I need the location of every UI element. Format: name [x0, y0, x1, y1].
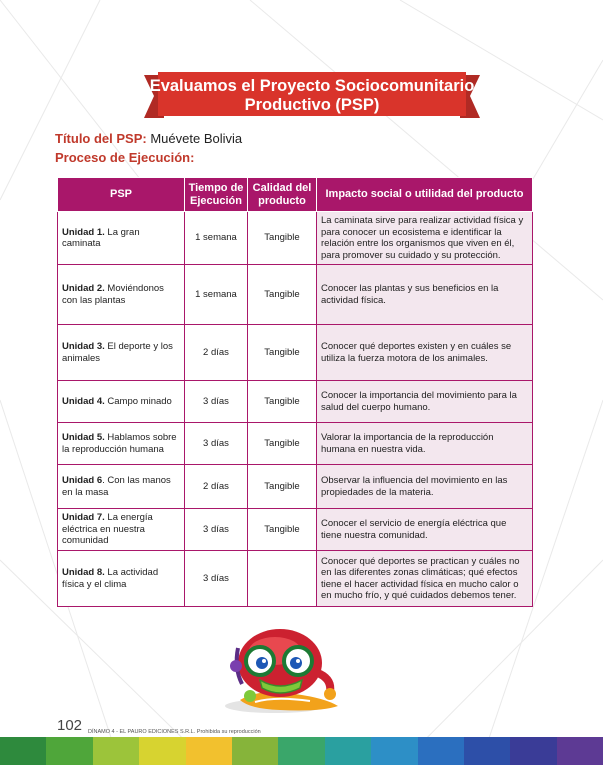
cell-time: 2 días [185, 325, 248, 381]
footer-color-stripes [0, 737, 603, 765]
color-stripe [371, 737, 417, 765]
banner-title [144, 77, 480, 115]
cell-psp [58, 325, 185, 381]
table-row [58, 551, 533, 607]
color-stripe [464, 737, 510, 765]
footer-copyright: DÍNAMO 4 - EL PAURO EDICIONES S.R.L. Prohibida su reproducción [88, 729, 261, 735]
table-row [58, 325, 533, 381]
color-stripe [186, 737, 232, 765]
cell-psp [58, 265, 185, 325]
unit-label: Unidad 7. [62, 512, 105, 524]
table-row [58, 423, 533, 465]
unit-label: Unidad 8. [62, 567, 105, 578]
cell-psp [58, 465, 185, 509]
cell-impact: Conocer qué deportes existen y en cuáles se utiliza la fuerza motora de los animales. [317, 325, 533, 381]
table-row [58, 265, 533, 325]
cell-impact: Conocer la importancia del movimiento para la salud del cuerpo humano. [317, 381, 533, 423]
table-row [58, 465, 533, 509]
cell-time: 3 días [185, 381, 248, 423]
color-stripe [46, 737, 92, 765]
cell-impact: Valorar la importancia de la reproducción humana en nuestra vida. [317, 423, 533, 465]
psp-table [57, 177, 533, 607]
cell-psp [58, 551, 185, 607]
unit-name: Moviéndonos con las plantas [62, 283, 164, 306]
cell-time: 3 días [185, 423, 248, 465]
unit-name: Campo minado [104, 395, 172, 407]
color-stripe [325, 737, 371, 765]
cell-impact: Conocer el servicio de energía eléctrica que tiene nuestra comunidad. [317, 509, 533, 551]
cell-time: 2 días [185, 465, 248, 509]
title-banner [144, 72, 480, 122]
unit-name: El deporte y los animales [62, 341, 173, 364]
unit-label: Unidad 2. [62, 283, 105, 294]
cell-psp [58, 212, 185, 265]
cell-quality: Tangible [248, 509, 317, 551]
banner-title-line1: Evaluamos el Proyecto Sociocomunitario [149, 77, 475, 95]
unit-label: Unidad 4. [62, 395, 105, 407]
psp-title-value: Muévete Bolivia [146, 131, 243, 146]
process-label: Proceso de Ejecución: [55, 150, 195, 165]
unit-name: Hablamos sobre la reproducción humana [62, 432, 177, 455]
unit-label: Unidad 5. [62, 432, 105, 443]
unit-name: La gran caminata [62, 226, 140, 249]
cell-quality: Tangible [248, 265, 317, 325]
cell-quality: Tangible [248, 423, 317, 465]
cell-time: 1 semana [185, 265, 248, 325]
table-header-row [58, 178, 533, 212]
color-stripe [93, 737, 139, 765]
unit-name: La energía eléctrica en nuestra comunidad [62, 512, 153, 547]
header-impact: Impacto social o utilidad del producto [317, 178, 533, 212]
color-stripe [418, 737, 464, 765]
unit-name: La actividad física y el clima [62, 567, 159, 590]
color-stripe [139, 737, 185, 765]
page-number: 102 [57, 717, 83, 734]
cell-quality: Tangible [248, 381, 317, 423]
cell-impact: Conocer las plantas y sus beneficios en la actividad física. [317, 265, 533, 325]
header-quality: Calidad del producto [248, 178, 317, 212]
header-time: Tiempo de Ejecución [185, 178, 248, 212]
cell-quality [248, 551, 317, 607]
header-psp: PSP [58, 178, 185, 212]
cell-quality: Tangible [248, 465, 317, 509]
cell-time: 3 días [185, 509, 248, 551]
cell-quality: Tangible [248, 212, 317, 265]
banner-title-line2: Productivo (PSP) [244, 96, 380, 114]
unit-name: . Con las manos en la masa [62, 475, 171, 498]
cell-psp [58, 423, 185, 465]
cell-time: 3 días [185, 551, 248, 607]
unit-label: Unidad 6 [62, 475, 103, 486]
psp-title-label: Título del PSP: [55, 131, 147, 146]
color-stripe [232, 737, 278, 765]
color-stripe [557, 737, 603, 765]
psp-title [55, 131, 242, 146]
color-stripe [0, 737, 46, 765]
cell-psp [58, 381, 185, 423]
cell-psp [58, 509, 185, 551]
cell-impact: Observar la influencia del movimiento en las propiedades de la materia. [317, 465, 533, 509]
unit-label: Unidad 3. [62, 341, 105, 352]
cell-quality: Tangible [248, 325, 317, 381]
cell-time: 1 semana [185, 212, 248, 265]
unit-label: Unidad 1. [62, 226, 105, 238]
color-stripe [510, 737, 556, 765]
mascot-robot-icon [220, 608, 350, 718]
table-row [58, 381, 533, 423]
table-row [58, 212, 533, 265]
cell-impact: Conocer qué deportes se practican y cuáles no en las diferentes zonas climáticas; qué efectos tiene el hacer actividad física en mucho calor o en mucho frío, y qué cuidados debemos tener. [317, 551, 533, 607]
color-stripe [278, 737, 324, 765]
table-row [58, 509, 533, 551]
cell-impact: La caminata sirve para realizar actividad física y para conocer un ecosistema e identificar la relación entre los organismos que viven en él, para promover su cuidado y su protección. [317, 212, 533, 265]
